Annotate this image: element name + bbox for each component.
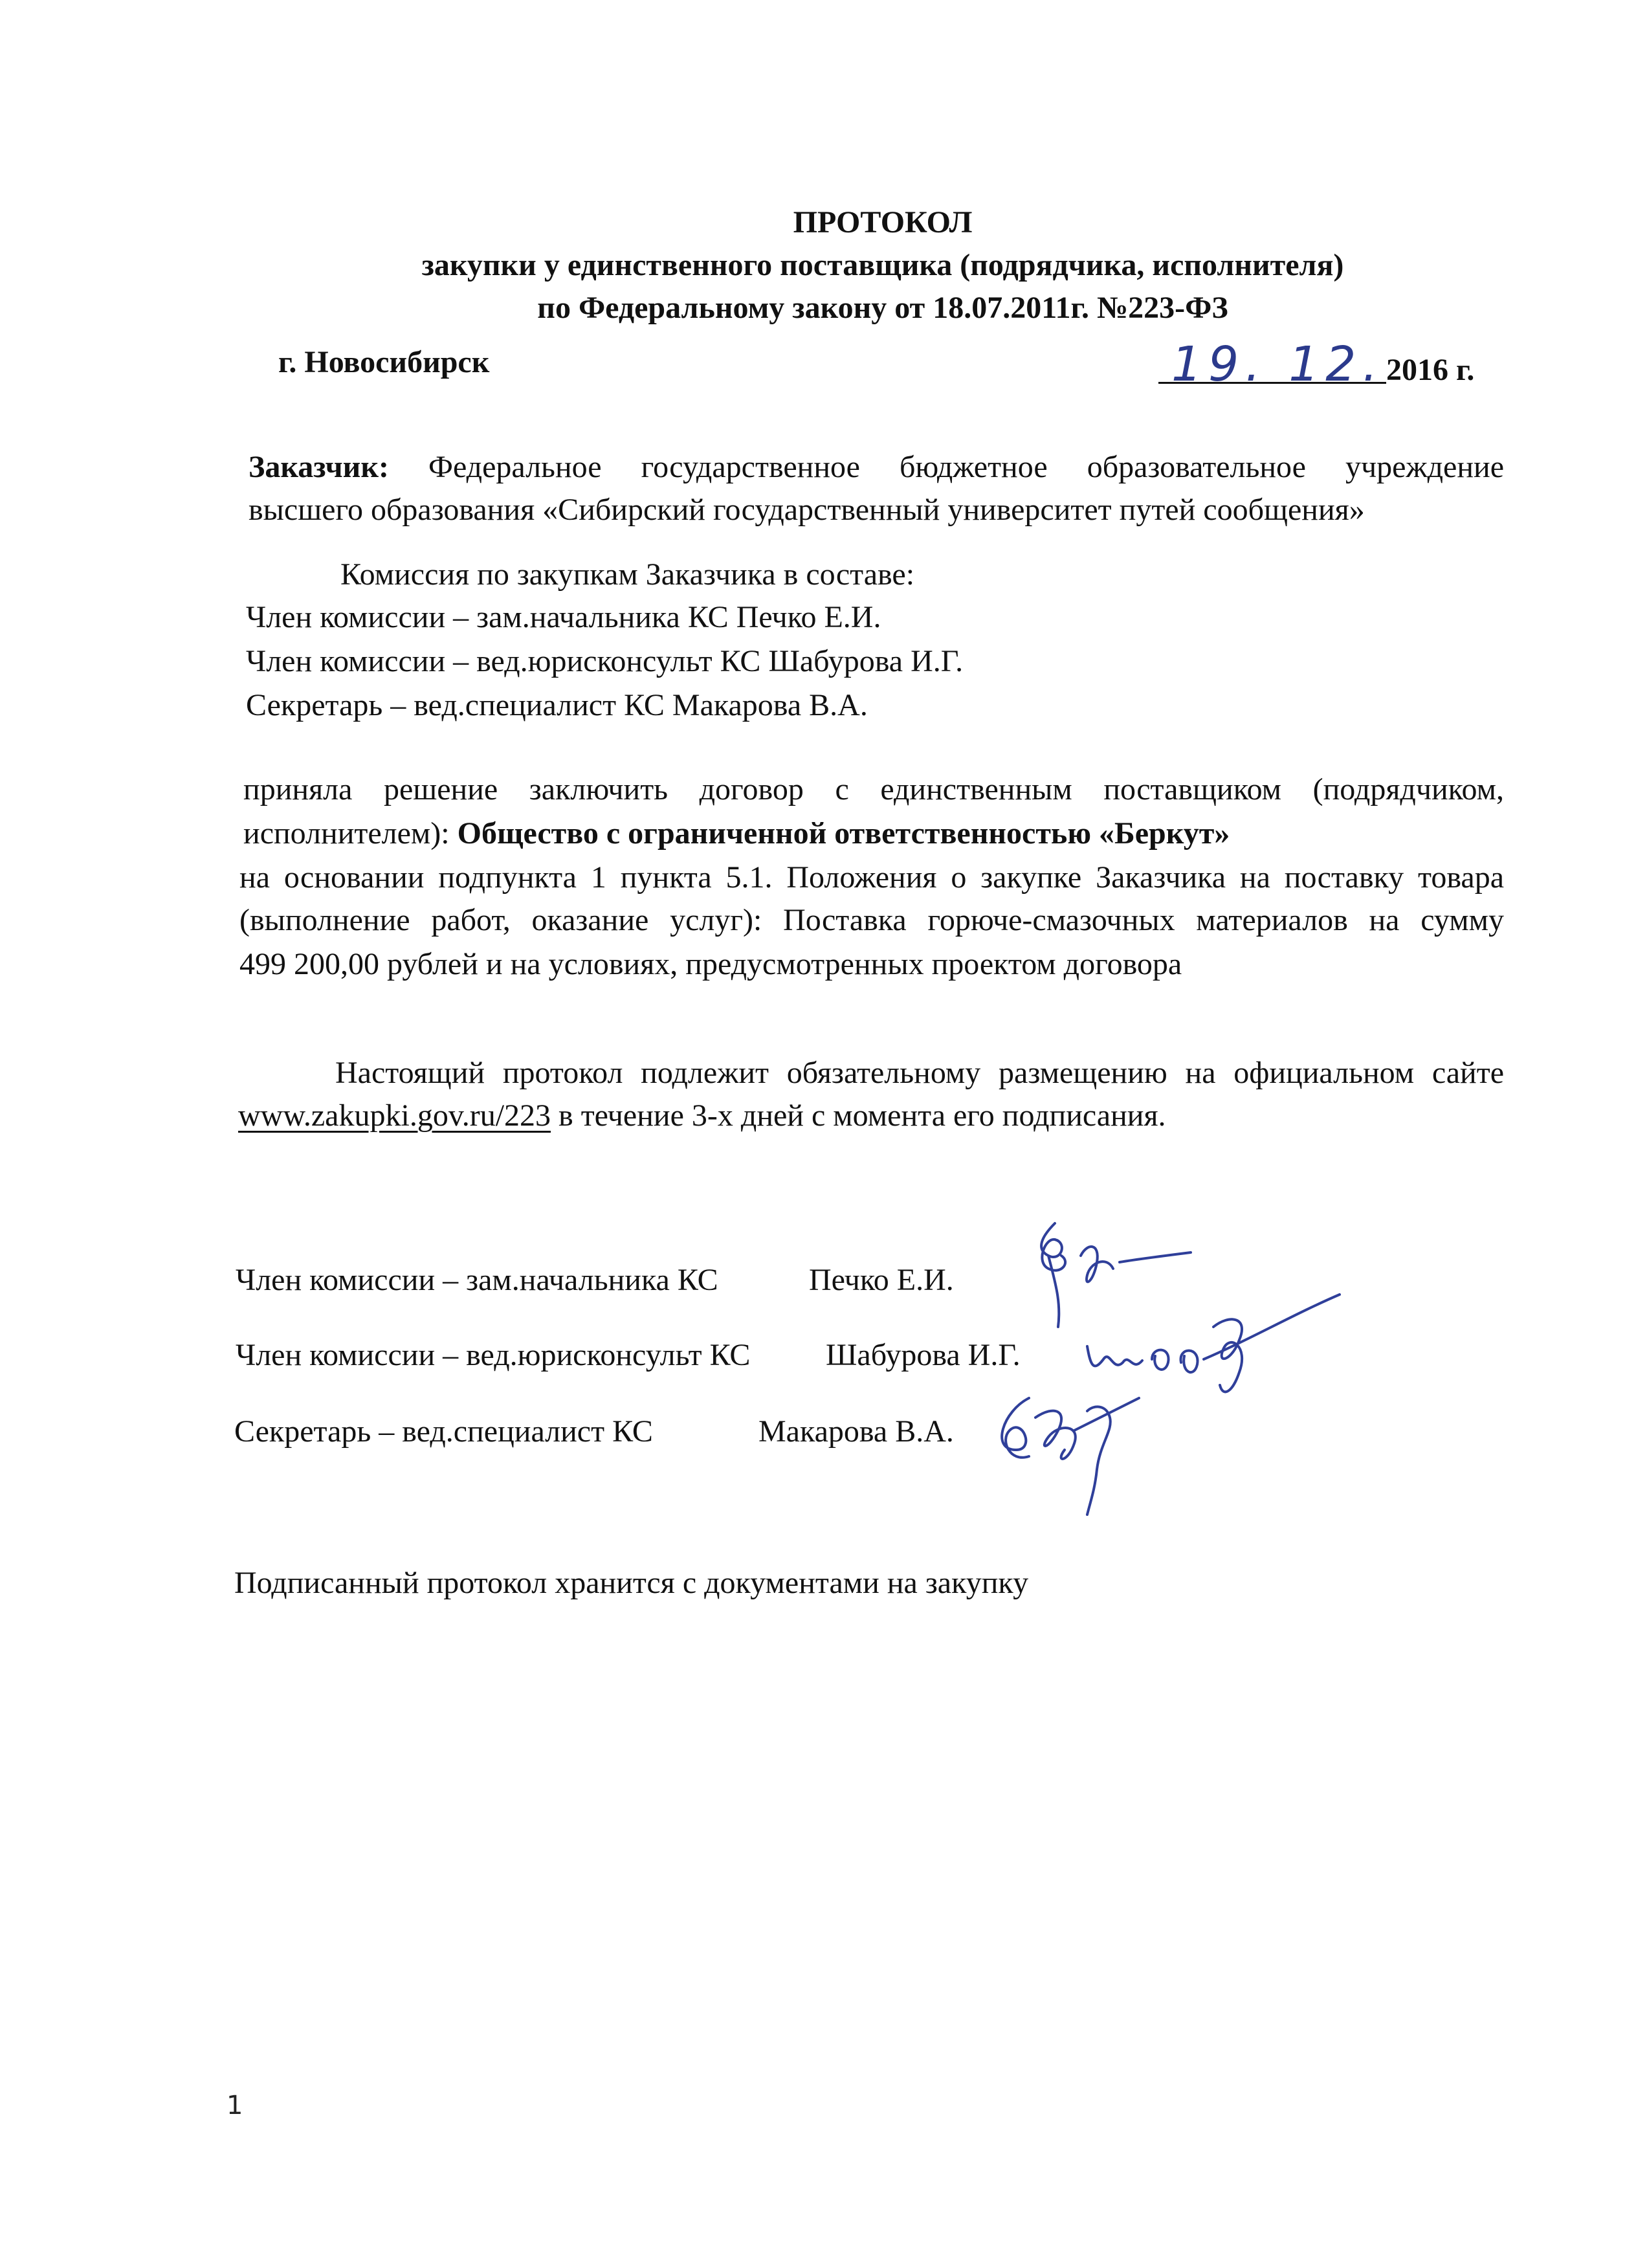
publication-line1: Настоящий протокол подлежит обязательному размещению на официальном сайте (335, 1056, 1504, 1090)
publication-line2 (238, 1095, 1166, 1137)
customer-line1 (249, 447, 1504, 488)
decision-line2 (243, 813, 1230, 854)
customer-line2: высшего образования «Сибирский государственный университет путей сообщения» (249, 493, 1365, 527)
customer-label: Заказчик: (249, 450, 389, 484)
zakupki-link[interactable]: www.zakupki.gov.ru/223 (238, 1098, 551, 1133)
publication-line2-rest: в течение 3-х дней с момента его подписания. (551, 1098, 1166, 1133)
decision-line3: на основании подпункта 1 пункта 5.1. Положения о закупке Заказчика на поставку товара (239, 860, 1504, 895)
date-year: 2016 г. (1386, 353, 1475, 387)
storage-note: Подписанный протокол хранится с документами на закупку (234, 1566, 1029, 1600)
signature-role-1: Член комиссии – зам.начальника КС (236, 1263, 718, 1297)
decision-line4: (выполнение работ, оказание услуг): Поставка горюче-смазочных материалов на сумму (239, 903, 1504, 937)
commission-intro: Комиссия по закупкам Заказчика в составе: (340, 557, 915, 592)
decision-line5: 499 200,00 рублей и на условиях, предусмотренных проектом договора (239, 947, 1182, 981)
page-number: 1 (227, 2091, 243, 2120)
decision-prefix: исполнителем): (243, 816, 450, 850)
document-title: ПРОТОКОЛ (793, 205, 973, 239)
commission-member-1: Член комиссии – зам.начальника КС Печко Е.И. (246, 600, 881, 634)
signature-name-1: Печко Е.И. (809, 1263, 954, 1297)
commission-member-2: Член комиссии – вед.юрисконсульт КС Шабурова И.Г. (246, 644, 964, 678)
commission-member-3: Секретарь – вед.специалист КС Макарова В.А. (246, 688, 868, 722)
supplier-name: Общество с ограниченной ответственностью «Беркут» (457, 816, 1230, 850)
signature-name-3: Макарова В.А. (758, 1414, 954, 1449)
signature-makarova (977, 1379, 1171, 1534)
signature-role-3: Секретарь – вед.специалист КС (234, 1414, 653, 1449)
signature-name-2: Шабурова И.Г. (826, 1338, 1021, 1372)
decision-line1: приняла решение заключить договор с единственным поставщиком (подрядчиком, (243, 772, 1504, 806)
place-label: г. Новосибирск (278, 345, 490, 379)
signature-role-2: Член комиссии – вед.юрисконсульт КС (236, 1338, 751, 1372)
document-subtitle-line1: закупки у единственного поставщика (подрядчика, исполнителя) (421, 248, 1344, 282)
handwritten-date: 19. 12. (1171, 337, 1384, 392)
customer-name-part1: Федеральное государственное бюджетное образовательное учреждение (428, 450, 1504, 484)
document-subtitle-line2: по Федеральному закону от 18.07.2011г. №223-ФЗ (537, 291, 1228, 325)
